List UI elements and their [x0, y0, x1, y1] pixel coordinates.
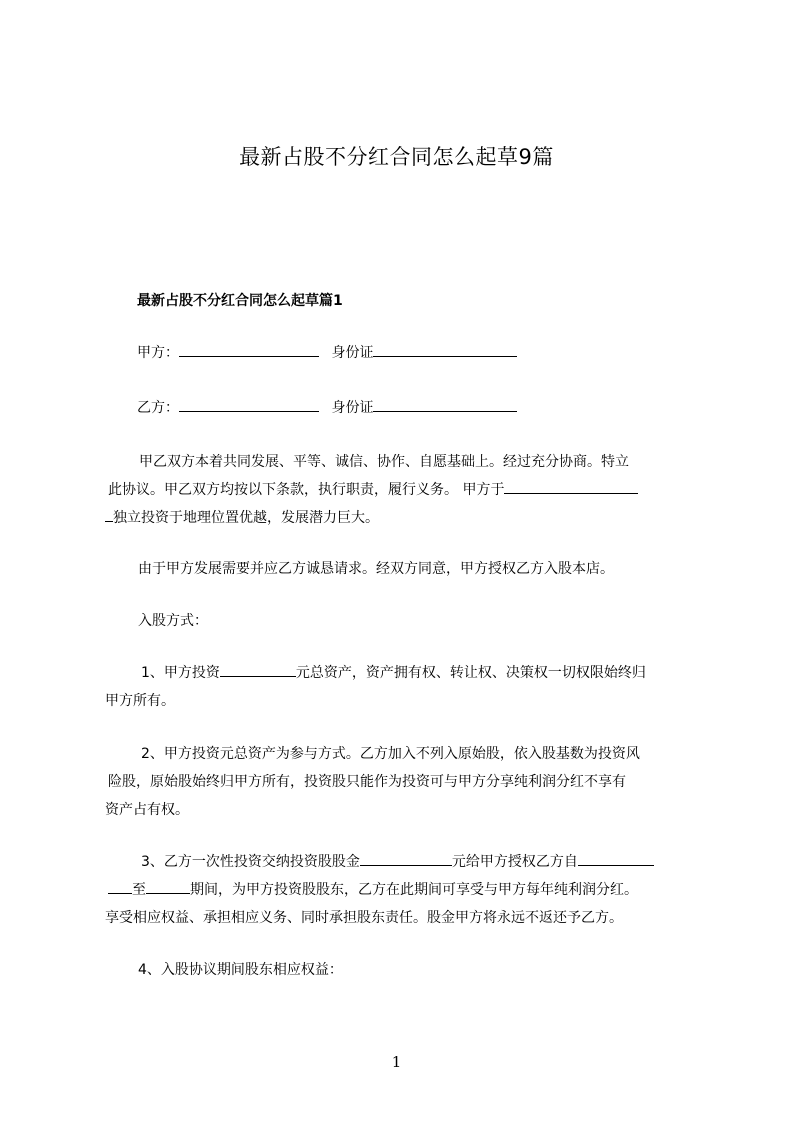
intro-line-2 — [105, 476, 725, 504]
intro-line-3 — [105, 504, 725, 532]
item-3-end-date-blank — [146, 879, 190, 894]
item-3-line-3: 享受相应权益、承担相应义务、同时承担股东责任。股金甲方将永远不返还予乙方。 — [105, 910, 623, 926]
item-1-amount-blank — [220, 662, 296, 677]
item-3-text-d: 期间，为甲方投资股股东，乙方在此期间可享受与甲方每年纯利润分红。 — [190, 882, 638, 898]
item-1-text-a: 1、甲方投资 — [141, 665, 220, 681]
invest-location-blank — [504, 479, 638, 494]
page-number: 1 — [391, 1053, 402, 1071]
party-a-id-label: 身份证 — [331, 345, 374, 361]
item-3-start-date-blank — [578, 851, 654, 866]
paragraph-2-text: 由于甲方发展需要并应乙方诚恳请求。经双方同意，甲方授权乙方入股本店。 — [138, 561, 614, 577]
item-3-start-date-blank-cont — [108, 879, 132, 894]
item-3-text-b: 元给甲方授权乙方自 — [451, 854, 578, 870]
intro-line-3-text: 独立投资于地理位置优越，发展潜力巨大。 — [113, 510, 379, 526]
paragraph-3-text: 入股方式： — [138, 613, 208, 629]
item-3-text-c: 至 — [132, 882, 146, 898]
item-1-text-b: 元总资产，资产拥有权、转让权、决策权一切权限始终归 — [295, 665, 646, 681]
party-a-id-blank — [373, 342, 517, 357]
section-heading: 最新占股不分红合同怎么起草篇1 — [137, 293, 343, 309]
item-1 — [105, 659, 725, 715]
item-4-text: 4、入股协议期间股东相应权益： — [138, 962, 343, 978]
item-2-line-1: 2、甲方投资元总资产为参与方式。乙方加入不列入原始股，依入股基数为投资风 — [141, 746, 640, 762]
item-3 — [105, 848, 725, 932]
item-2-line-2: 险股，原始股始终归甲方所有，投资股只能作为投资可与甲方分享纯利润分红不享有 — [108, 774, 626, 790]
party-b-id-label: 身份证 — [331, 400, 374, 416]
party-b-line — [137, 397, 517, 419]
item-3-amount-blank — [360, 851, 452, 866]
party-b-id-blank — [373, 397, 517, 412]
party-a-label: 甲方： — [137, 345, 179, 361]
invest-location-blank-cont — [105, 507, 113, 522]
party-a-line — [137, 342, 517, 364]
party-a-name-blank — [179, 342, 319, 357]
item-3-text-a: 3、乙方一次性投资交纳投资股股金 — [141, 854, 360, 870]
paragraph-2 — [105, 555, 725, 583]
item-2 — [105, 740, 725, 824]
paragraph-3 — [105, 607, 725, 635]
item-1-line-2: 甲方所有。 — [105, 693, 175, 709]
document-title: 最新占股不分红合同怎么起草9篇 — [239, 145, 554, 169]
party-b-label: 乙方： — [137, 400, 179, 416]
item-2-line-3: 资产占有权。 — [105, 802, 189, 818]
intro-line-1: 甲乙双方本着共同发展、平等、诚信、协作、自愿基础上。经过充分协商。特立 — [139, 454, 629, 470]
item-4 — [105, 956, 725, 984]
party-b-name-blank — [179, 397, 319, 412]
item-1-line-1 — [105, 659, 725, 687]
item-3-line-2 — [105, 876, 725, 904]
intro-line-2-text: 此协议。甲乙双方均按以下条款，执行职责，履行义务。 甲方于 — [108, 482, 505, 498]
intro-paragraph — [105, 448, 725, 532]
item-3-line-1 — [105, 848, 725, 876]
